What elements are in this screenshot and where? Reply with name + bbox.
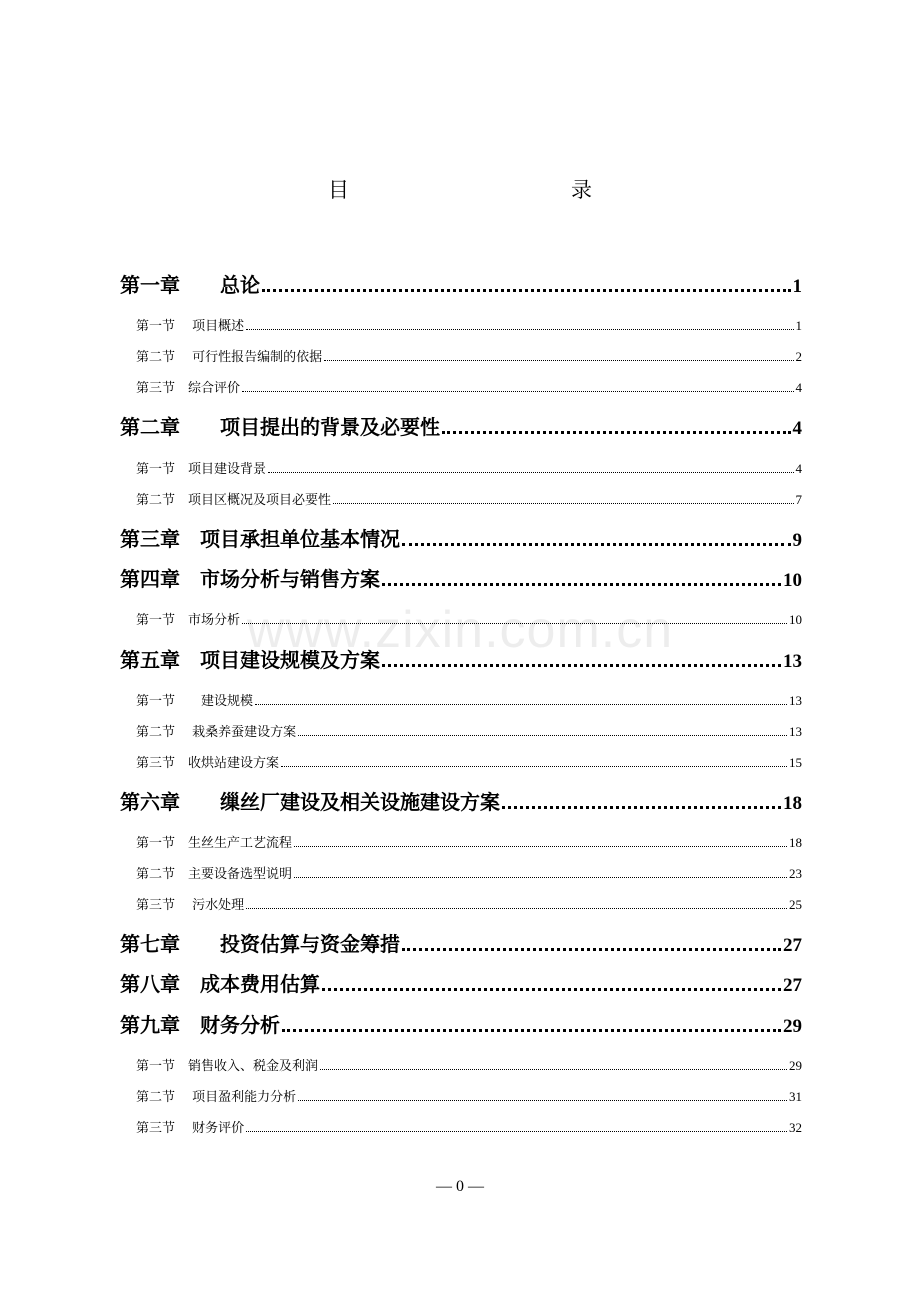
dot-leader (246, 908, 787, 909)
toc-section-entry[interactable] (136, 893, 802, 913)
page-title: 目 录 (328, 178, 652, 202)
toc-chapter-entry[interactable] (120, 522, 802, 552)
toc-entry-page: 23 (789, 866, 802, 881)
toc-section-entry[interactable] (136, 457, 802, 477)
toc-chapter-entry[interactable] (120, 967, 802, 997)
toc-entry-label: 第一节 建设规模 (136, 694, 254, 709)
toc-section-entry[interactable] (136, 1116, 802, 1136)
toc-entry-page: 9 (792, 530, 802, 551)
toc-section-entry[interactable] (136, 1054, 802, 1074)
toc-entry-label: 第六章 缫丝厂建设及相关设施建设方案 (120, 790, 500, 814)
toc-entry-label: 第三章 项目承担单位基本情况 (120, 527, 400, 551)
toc-entry-page: 25 (789, 897, 802, 912)
toc-entry-label: 第二节 可行性报告编制的依据 (136, 350, 323, 365)
toc-entry-label: 第五章 项目建设规模及方案 (120, 648, 380, 672)
toc-entry-label: 第三节 综合评价 (136, 381, 241, 396)
toc-entry-label: 第二章 项目提出的背景及必要性 (120, 415, 440, 439)
toc-entry-page: 18 (783, 793, 802, 814)
dot-leader (322, 988, 781, 991)
dot-leader (268, 472, 793, 473)
toc-entry-label: 第一节 销售收入、税金及利润 (136, 1059, 319, 1074)
toc-entry-label: 第八章 成本费用估算 (120, 972, 320, 996)
dot-leader (333, 503, 793, 504)
toc-section-entry[interactable] (136, 314, 802, 334)
toc-section-entry[interactable] (136, 608, 802, 628)
toc-entry-label: 第三节 财务评价 (136, 1121, 245, 1136)
toc-section-entry[interactable] (136, 689, 802, 709)
toc-entry-label: 第七章 投资估算与资金筹措 (120, 932, 400, 956)
toc-entry-label: 第二节 项目盈利能力分析 (136, 1090, 297, 1105)
toc-section-entry[interactable] (136, 831, 802, 851)
toc-entry-page: 27 (783, 935, 802, 956)
toc-chapter-entry[interactable] (120, 1008, 802, 1038)
toc-entry-label: 第二节 主要设备选型说明 (136, 867, 293, 882)
toc-section-entry[interactable] (136, 720, 802, 740)
dot-leader (255, 704, 787, 705)
toc-entry-label: 第三节 收烘站建设方案 (136, 756, 280, 771)
dot-leader (298, 735, 787, 736)
toc-entry-label: 第一节 项目概述 (136, 319, 245, 334)
toc-entry-label: 第一节 市场分析 (136, 613, 241, 628)
toc-entry-page: 27 (783, 975, 802, 996)
toc-entry-page: 4 (792, 418, 802, 439)
toc-entry-page: 10 (783, 570, 802, 591)
dot-leader (382, 664, 781, 667)
toc-entry-label: 第二节 栽桑养蚕建设方案 (136, 725, 297, 740)
dot-leader (442, 431, 791, 434)
dot-leader (320, 1069, 787, 1070)
toc-chapter-entry[interactable] (120, 927, 802, 957)
watermark: www.zixin.com.cn (246, 601, 674, 659)
toc-entry-label: 第一节 生丝生产工艺流程 (136, 836, 293, 851)
toc-entry-page: 13 (789, 724, 802, 739)
toc-entry-page: 15 (789, 755, 802, 770)
dot-leader (294, 877, 787, 878)
toc-entry-page: 32 (789, 1120, 802, 1135)
dot-leader (242, 391, 793, 392)
toc-chapter-entry[interactable] (120, 785, 802, 815)
toc-entry-page: 31 (789, 1089, 802, 1104)
toc-section-entry[interactable] (136, 488, 802, 508)
toc-entry-label: 第三节 污水处理 (136, 898, 245, 913)
toc-entry-label: 第一章 总论 (120, 273, 260, 297)
dot-leader (298, 1100, 787, 1101)
page-number-footer: — 0 — (436, 1178, 484, 1195)
toc-entry-page: 4 (795, 461, 802, 476)
dot-leader (382, 583, 781, 586)
toc-chapter-entry[interactable] (120, 410, 802, 440)
toc-entry-page: 29 (789, 1058, 802, 1073)
dot-leader (246, 1131, 787, 1132)
toc-section-entry[interactable] (136, 376, 802, 396)
dot-leader (242, 623, 787, 624)
dot-leader (294, 846, 787, 847)
toc-entry-page: 4 (795, 380, 802, 395)
toc-entry-label: 第四章 市场分析与销售方案 (120, 567, 380, 591)
toc-entry-label: 第一节 项目建设背景 (136, 462, 267, 477)
dot-leader (502, 806, 781, 809)
toc-entry-page: 18 (789, 835, 802, 850)
dot-leader (402, 543, 791, 546)
toc-entry-page: 10 (789, 612, 802, 627)
toc-section-entry[interactable] (136, 862, 802, 882)
toc-section-entry[interactable] (136, 1085, 802, 1105)
toc-entry-page: 29 (783, 1016, 802, 1037)
dot-leader (402, 948, 781, 951)
dot-leader (281, 766, 787, 767)
toc-entry-page: 1 (795, 318, 802, 333)
toc-entry-page: 13 (783, 651, 802, 672)
dot-leader (324, 360, 793, 361)
toc-section-entry[interactable] (136, 751, 802, 771)
dot-leader (262, 289, 791, 292)
toc-entry-page: 13 (789, 693, 802, 708)
dot-leader (246, 329, 793, 330)
toc-chapter-entry[interactable] (120, 643, 802, 673)
toc-entry-label: 第二节 项目区概况及项目必要性 (136, 493, 332, 508)
toc-entry-page: 2 (795, 349, 802, 364)
toc-section-entry[interactable] (136, 345, 802, 365)
toc-entry-page: 1 (792, 276, 802, 297)
toc-chapter-entry[interactable] (120, 562, 802, 592)
toc-chapter-entry[interactable] (120, 268, 802, 298)
dot-leader (282, 1029, 781, 1032)
toc-entry-page: 7 (795, 492, 802, 507)
toc-entry-label: 第九章 财务分析 (120, 1013, 280, 1037)
